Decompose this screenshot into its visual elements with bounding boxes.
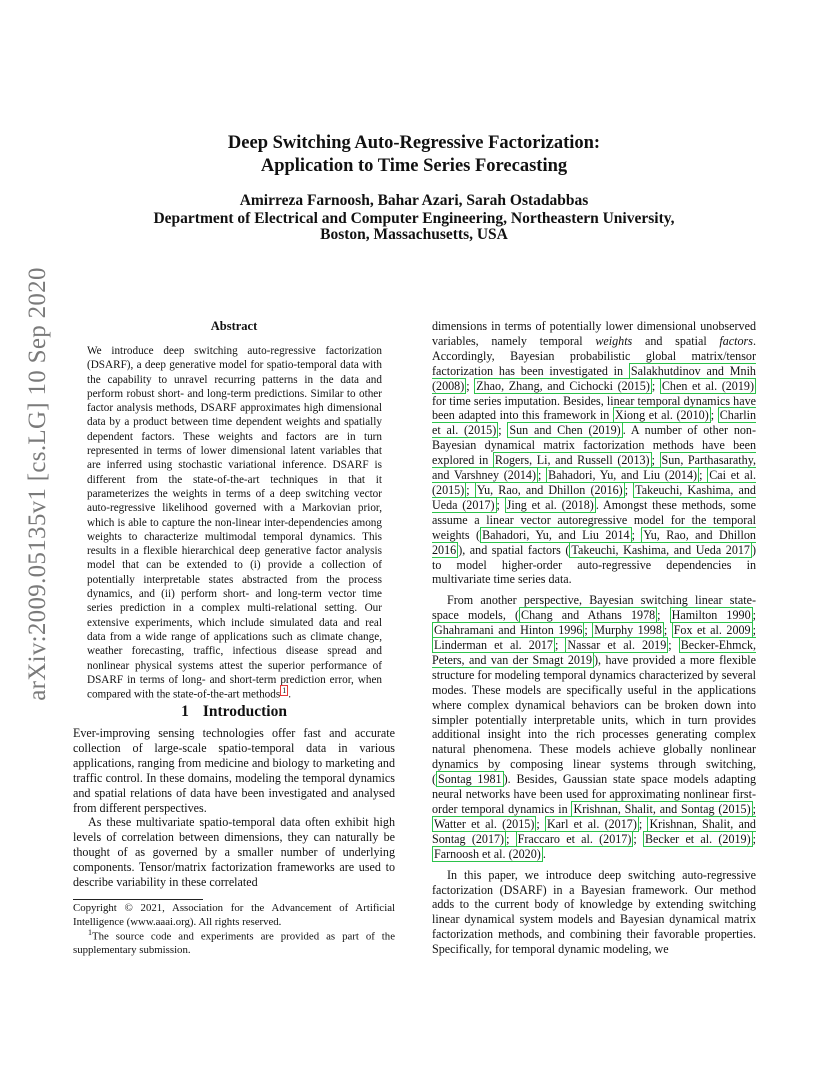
citation-link[interactable]: Hamilton 1990 — [671, 608, 751, 623]
affiliation-line-1: Department of Electrical and Computer Engineering, Northeastern University, — [153, 210, 675, 227]
citation-link[interactable]: Rogers, Li, and Russell (2013) — [494, 453, 650, 468]
abstract-heading: Abstract — [210, 319, 258, 333]
citation-link[interactable]: Takeuchi, Kashima, and Ueda 2017 — [571, 542, 750, 557]
citation-link[interactable]: Farnoosh et al. (2020) — [434, 846, 541, 861]
citation-link[interactable]: Chang and Athans 1978 — [521, 608, 656, 623]
arxiv-identifier: arXiv:2009.05135v1 [cs.LG] 10 Sep 2020 — [24, 267, 52, 701]
citation-link[interactable]: Becker et al. (2019) — [644, 831, 751, 846]
right-column — [432, 319, 756, 957]
intro-paragraph-2: As these multivariate spatio-temporal data often exhibit high levels of correlation between dimensions, they can naturally be thought of as governed by a smaller number of underlying components. Tensor/matrix factorization frameworks are used to describe variability in these correlated — [73, 815, 395, 890]
citation-link[interactable]: Sun and Chen (2019) — [509, 423, 621, 438]
right-paragraph-2: From another perspective, Bayesian switching linear state-space models, ( Chang and Athans 1978 ; Hamilton 1990 ; Ghahramani and Hinton 1996 ; Murphy 1998 ; Fox et al. 2009 ; Linderman et al. 2017 ; Nassar et al. 2019 ; Becker-Ehmck, Peters, and van der Smagt 2019 ), have provided a more flexible structure for modeling temporal dynamics characterized by several modes. These models are specifically useful in the applications where complex dynamical behaviors can be broken down into simpler potentially interpretable units, which in turn provides additional insight into the rich processes generating complex natural phenomena. These models achieve globally nonlinear dynamics by composing linear systems through switching, ( Sontag 1981 ). Besides, Gaussian state space models adapting neural networks have been used for approximating nonlinear first-order temporal dynamics in Krishnan, Shalit, and Sontag (2015) ; Watter et al. (2015) ; Karl et al. (2017) ; Krishnan, Shalit, and Sontag (2017) ; Fraccaro et al. (2017) ; Becker et al. (2019) ; Farnoosh et al. (2020) . — [432, 593, 757, 861]
citation-link[interactable]: Becker-Ehmck, Peters, and van der Smagt 2019 — [432, 638, 757, 667]
footnote-divider — [73, 899, 203, 900]
footnote-text: The source code and experiments are provided as part of the supplementary submission. — [73, 930, 395, 957]
citation-link[interactable]: Sun, Parthasarathy, and Varshney (2014) — [432, 453, 756, 483]
citation-link[interactable]: Linderman et al. 2017 — [434, 638, 553, 653]
citation-link[interactable]: Bahadori, Yu, and Liu 2014 — [482, 527, 630, 542]
footnotes — [73, 902, 395, 958]
citation-link[interactable]: Fox et al. 2009 — [673, 623, 751, 638]
citation-link[interactable]: Fraccaro et al. (2017) — [517, 831, 632, 846]
citation-link[interactable]: Murphy 1998 — [594, 623, 662, 638]
citation-link[interactable]: Ghahramani and Hinton 1996 — [434, 623, 583, 638]
author-list: Amirreza Farnoosh, Bahar Azari, Sarah Ostadabbas — [239, 192, 589, 209]
right-paragraph-3: In this paper, we introduce deep switching auto-regressive factorization (DSARF) in a Bayesian framework. Our method adds to the current body of knowledge by extending switching linear dynamical system models and Bayesian dynamical matrix factorization methods, and combining their favorable properties. Specifically, for temporal dynamic modeling, we — [432, 867, 756, 957]
citation-link[interactable]: Jing et al. (2018) — [506, 497, 594, 512]
citation-link[interactable]: Chen et al. (2019) — [661, 378, 754, 393]
footnote-link[interactable]: 1 — [282, 686, 287, 696]
citation-link[interactable]: Krishnan, Shalit, and Sontag (2015) — [573, 802, 751, 816]
citation-link[interactable]: Yu, Rao, and Dhillon 2016 — [432, 527, 756, 557]
arxiv-side-stamp — [18, 267, 58, 701]
section-number: 1 — [181, 703, 189, 720]
copyright-notice: Copyright © 2021, Association for the Advancement of Artificial Intelligence (www.aaai.org). All rights reserved. — [73, 902, 395, 928]
citation-link[interactable]: Xiong et al. (2010) — [614, 408, 709, 423]
footnote-number: 1 — [88, 928, 92, 938]
citation-link[interactable]: Sontag 1981 — [438, 772, 502, 787]
citation-link[interactable]: Salakhutdinov and Mnih (2008) — [432, 363, 756, 393]
citation-link[interactable]: Zhao, Zhang, and Cichocki (2015) — [476, 378, 650, 393]
introduction-body — [73, 726, 395, 890]
citation-link[interactable]: Krishnan, Shalit, and Sontag (2017) — [432, 816, 756, 846]
citation-link[interactable]: Charlin et al. (2015) — [432, 408, 756, 438]
right-paragraph-1: dimensions in terms of potentially lower dimensional unobserved variables, namely temporal weights and spatial factors. Accordingly, Bayesian probabilistic global matrix/tensor factorization has been investigated in Salakhutdinov and Mnih (2008) ; Zhao, Zhang, and Cichocki (2015) ; Chen et al. (2019) for time series imputation. Besides, linear temporal dynamics have been adapted into this framework in Xiong et al. (2010) ; Charlin et al. (2015) ; Sun and Chen (2019) . A number of other non-Bayesian dynamical matrix factorization methods have been explored in Rogers, Li, and Russell (2013) ; Sun, Parthasarathy, and Varshney (2014) ; Bahadori, Yu, and Liu (2014) ; Cai et al. (2015) ; Yu, Rao, and Dhillon (2016) ; Takeuchi, Kashima, and Ueda (2017) ; Jing et al. (2018) . Amongst these methods, some assume a linear vector autoregressive model for the temporal weights ( Bahadori, Yu, and Liu 2014 ; Yu, Rao, and Dhillon 2016 ), and spatial factors ( Takeuchi, Kashima, and Ueda 2017 ) to model higher-order auto-regressive dependencies in multivariate time series data. — [432, 319, 756, 587]
paper-title-line-1: Deep Switching Auto-Regressive Factorization: — [227, 133, 601, 153]
abstract-text: We introduce deep switching auto-regressive factorization (DSARF), a deep generative model for spatio-temporal data with the capability to unravel recurring patterns in the data and perform robust short- and long-term predictions. Similar to other factor analysis methods, DSARF approximates high dimensional data by a product between time dependent weights and spatially dependent factors. These weights and factors are in turn represented in terms of lower dimensional latent variables that are inferred using stochastic variational inference. DSARF is different from the state-of-the-art techniques in that it parameterizes the weights in terms of a deep switching vector auto-regressive likelihood governed with a Markovian prior, which is able to capture the non-linear inter-dependencies among weights to characterize multimodal temporal dynamics. This results in a flexible hierarchical deep generative factor analysis model that can be extended to (i) provide a collection of potentially interpretable states abstracted from the process dynamics, and (ii) perform short- and long-term vector time series prediction in a complex multi-relational setting. Our extensive experiments, which include simulated data and real data from a wide range of applications such as climate change, weather forecasting, traffic, infectious disease spread and nonlinear physical systems attest the superior performance of DSARF in terms of long- and short-term prediction error, when compared with the state-of-the-art methods — [87, 345, 382, 701]
section-title: Introduction — [202, 703, 287, 720]
citation-link[interactable]: Cai et al. (2015) — [432, 468, 756, 497]
citation-link[interactable]: Yu, Rao, and Dhillon (2016) — [476, 482, 623, 497]
section-heading-introduction — [73, 703, 395, 721]
abstract-body: We introduce deep switching auto-regressive factorization (DSARF), a deep generative model for spatio-temporal data with the capability to unravel recurring patterns in the data and perform robust short- and long-term predictions. Similar to other factor analysis methods, DSARF approximates high dimensional data by a product between time dependent weights and spatially dependent factors. These weights and factors are in turn represented in terms of lower dimensional latent variables that are inferred using stochastic variational inference. DSARF is different from the state-of-the-art techniques in that it parameterizes the weights in terms of a deep switching vector auto-regressive likelihood governed with a Markovian prior, which is able to capture the non-linear inter-dependencies among weights to characterize multimodal temporal dynamics. This results in a flexible hierarchical deep generative factor analysis model that can be extended to (i) provide a collection of potentially interpretable states abstracted from the process dynamics, and (ii) perform short- and long-term vector time series prediction in a complex multi-relational setting. Our extensive experiments, which include simulated data and real data from a wide range of applications such as climate change, weather forecasting, traffic, infectious disease spread and nonlinear physical systems attest the superior performance of DSARF in terms of long- and short-term prediction error, when compared with the state-of-the-art methods $^1$ . — [87, 345, 382, 701]
citation-link[interactable]: Nassar et al. 2019 — [567, 638, 667, 653]
citation-link[interactable]: Bahadori, Yu, and Liu (2014) — [548, 468, 698, 483]
affiliation-line-2: Boston, Massachusetts, USA — [320, 226, 508, 243]
citation-link[interactable]: Karl et al. (2017) — [546, 816, 637, 831]
citation-link[interactable]: Watter et al. (2015) — [434, 816, 535, 831]
paper-title-line-2: Application to Time Series Forecasting — [260, 156, 568, 176]
intro-paragraph-1: Ever-improving sensing technologies offer fast and accurate collection of large-scale spatio-temporal data in various applications, ranging from medicine and biology to marketing and traffic control. In these domains, modeling the temporal dynamics and spatial relations of data have been investigated and analysed from different perspectives. — [73, 726, 395, 815]
citation-link[interactable]: Takeuchi, Kashima, and Ueda (2017) — [432, 482, 756, 512]
